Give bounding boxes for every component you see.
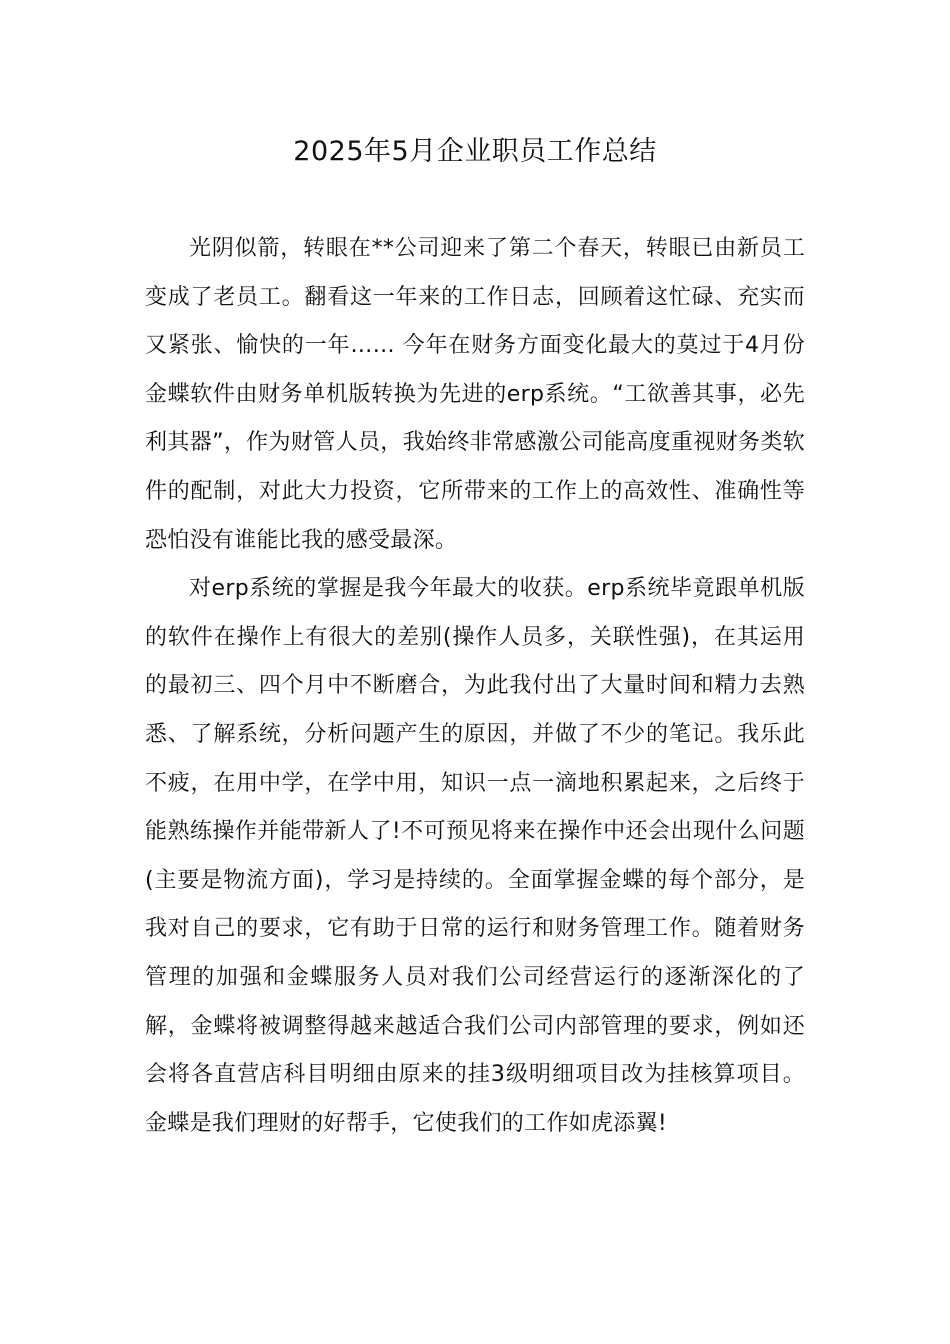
document-title: 2025年5月企业职员工作总结 (293, 136, 657, 167)
document-body (145, 225, 805, 1148)
paragraph-2: 对erp系统的掌握是我今年最大的收获。erp系统毕竟跟单机版的软件在操作上有很大的差别(操作人员多，关联性强)，在其运用的最初三、四个月中不断磨合，为此我付出了大量时间和精力去熟悉、了解系统，分析问题产生的原因，并做了不少的笔记。我乐此不疲，在用中学，在学中用，知识一点一滴地积累起来，之后终于能熟练操作并能带新人了!不可预见将来在操作中还会出现什么问题(主要是物流方面)，学习是持续的。全面掌握金蝶的每个部分，是我对自己的要求，它有助于日常的运行和财务管理工作。随着财务管理的加强和金蝶服务人员对我们公司经营运行的逐渐深化的了解，金蝶将被调整得越来越适合我们公司内部管理的要求，例如还会将各直营店科目明细由原来的挂3级明细项目改为挂核算项目。金蝶是我们理财的好帮手，它使我们的工作如虎添翼! (145, 576, 805, 1136)
paragraph-1: 光阴似箭，转眼在**公司迎来了第二个春天，转眼已由新员工变成了老员工。翻看这一年来的工作日志，回顾着这忙碌、充实而又紧张、愉快的一年…… 今年在财务方面变化最大的莫过于4月份金蝶软件由财务单机版转换为先进的erp系统。“工欲善其事，必先利其器”，作为财管人员，我始终非常感激公司能高度重视财务类软件的配制，对此大力投资，它所带来的工作上的高效性、准确性等恐怕没有谁能比我的感受最深。 (145, 236, 805, 553)
